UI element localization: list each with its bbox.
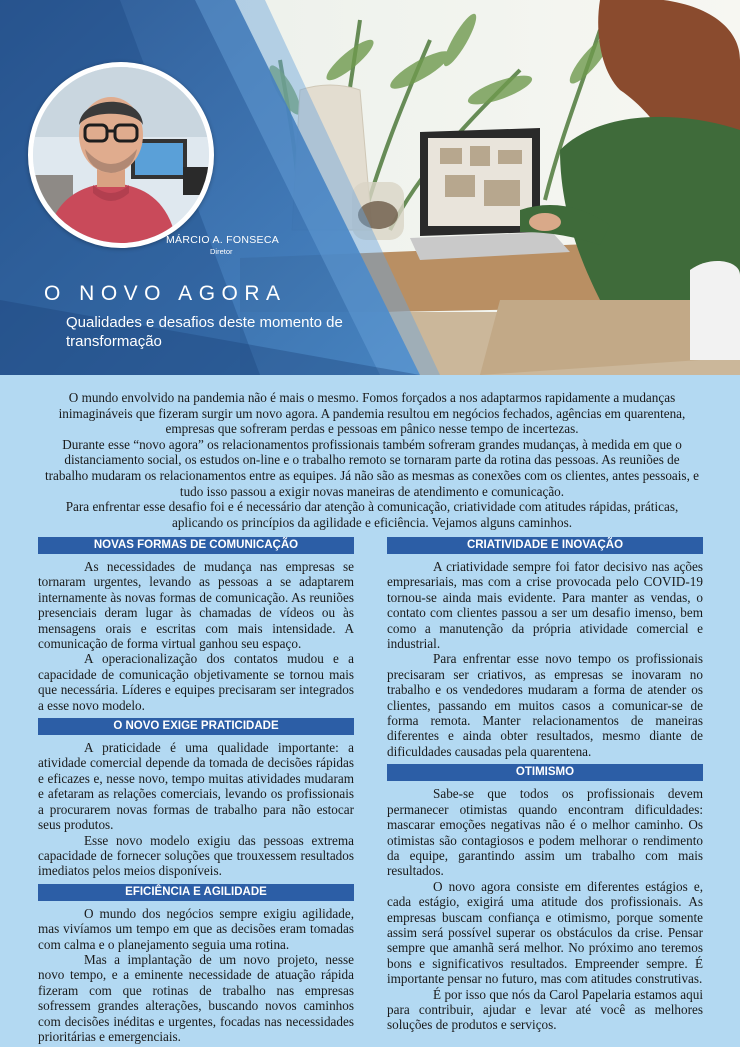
- section-eficiencia: [38, 884, 354, 1045]
- section-comunicacao: [38, 537, 354, 713]
- section-paragraph: A operacionalização dos contatos mudou e a capacidade de comunicação objetivamente se tornou mais que necessária. Líderes e equipes precisaram ser integrados a esse novo modelo.: [38, 651, 354, 713]
- section-heading: O NOVO EXIGE PRATICIDADE: [38, 718, 354, 735]
- intro-paragraph: O mundo envolvido na pandemia não é mais o mesmo. Fomos forçados a nos adaptarmos rapidamente a mudanças inimagináveis que fizeram surgir um novo agora. A pandemia resultou em negócios fechados, agências em quarentena, empresas que sofreram perdas e pessoas em pânico nesse tempo de incertezas.: [58, 390, 686, 437]
- intro-text: [44, 390, 700, 530]
- section-heading: OTIMISMO: [387, 764, 703, 781]
- section-otimismo: [387, 764, 703, 1033]
- section-praticidade: [38, 718, 354, 879]
- hero-banner: [0, 0, 740, 375]
- director-role: Diretor: [210, 247, 233, 256]
- section-heading: CRIATIVIDADE E INOVAÇÃO: [387, 537, 703, 554]
- left-column: [38, 537, 354, 1044]
- intro-paragraph: Para enfrentar esse desafio foi e é necessário dar atenção à comunicação, criatividade com atitudes rápidas, práticas, aplicando os princípios da agilidade e eficiência. Vejamos alguns caminhos.: [65, 499, 679, 530]
- section-paragraph: Sabe-se que todos os profissionais devem permanecer otimistas quando encontram dificuldades: mascarar emoções negativas não é o melhor caminho. Os otimistas são contagiosos e podem melhorar o rendimento da equipe, garantindo assim um trabalho com mais resultados.: [387, 786, 703, 879]
- section-heading: NOVAS FORMAS DE COMUNICAÇÃO: [38, 537, 354, 554]
- director-portrait: [28, 62, 214, 248]
- portrait-photo: [33, 67, 209, 243]
- page-title: O NOVO AGORA: [44, 282, 287, 305]
- right-column: [387, 537, 703, 1033]
- section-paragraph: A praticidade é uma qualidade importante: a atividade comercial depende da tomada de decisões rápidas e eficazes e, nesse novo, tempo muitas atividades mudaram e afetaram as relações comerciais, levando os profissionais a procurarem novas formas de trabalho para não estocar seus produtos.: [38, 740, 354, 833]
- section-criatividade: [387, 537, 703, 759]
- page-subtitle: Qualidades e desafios deste momento de transformação: [66, 314, 343, 350]
- section-paragraph: Esse novo modelo exigiu das pessoas extrema capacidade de fornecer soluções que trouxessem resultados imediatos pelos meios disponíveis.: [38, 832, 354, 879]
- intro-paragraph: Durante esse “novo agora” os relacionamentos profissionais também sofreram grandes mudanças, à medida em que o distanciamento social, os estudos on-line e o trabalho remoto se tornaram parte da rotina das pessoas. As reuniões de trabalho mudaram os relacionamentos entre as equipes. Já não são as mesmas as conexões com os clientes, antes pessoais, e tudo isso passou a exigir novas maneiras de atendimento e comunicação.: [44, 436, 700, 499]
- section-paragraph: As necessidades de mudança nas empresas se tornaram urgentes, levando as pessoas a se adaptarem internamente às novas formas de comunicação. As reuniões presenciais deram lugar às chamadas de vídeos ou às mensagens orais e escritas com mais intensidade. A comunicação de forma virtual ganhou seu espaço.: [38, 559, 354, 652]
- section-paragraph: Para enfrentar esse novo tempo os profissionais precisaram ser criativos, as empresas se inovaram no trabalho e os vendedores mudaram a forma de atender os clientes, passando em muitos casos a comunicar-se de forma remota. Manter relacionamentos de maneiras diferentes e ainda obter resultados, mesmo diante de dificuldades causadas pela quarentena.: [387, 651, 703, 759]
- section-paragraph: Mas a implantação de um novo projeto, nesse novo tempo, e a eminente necessidade de atuação rápida fizeram com que rotinas de trabalho nas empresas sofressem grandes alterações, buscando novos caminhos com decisões inéditas e urgentes, focadas nas necessidades prioritárias e emergenciais.: [38, 951, 354, 1044]
- section-paragraph: O mundo dos negócios sempre exigiu agilidade, mas vivíamos um tempo em que as decisões eram tomadas com calma e o planejamento seguia uma rotina.: [38, 905, 354, 952]
- section-paragraph: A criatividade sempre foi fator decisivo nas ações empresariais, mas com a crise provocada pelo COVID-19 tornou-se ainda mais evidente. Para manter as vendas, o contato com clientes passou a ser um desafio imenso, bem como a manutenção da própria atividade comercial e industrial.: [387, 559, 703, 652]
- section-heading: EFICIÊNCIA E AGILIDADE: [38, 884, 354, 901]
- section-paragraph: É por isso que nós da Carol Papelaria estamos aqui para contribuir, ajudar e levar até você as melhores soluções de produtos e serviços.: [387, 986, 703, 1033]
- section-paragraph: O novo agora consiste em diferentes estágios e, cada estágio, exigirá uma atitude dos profissionais. As empresas buscam confiança e otimismo, porque somente assim será possível superar os obstáculos da crise. Pensar sempre que amanhã será melhor. No próximo ano teremos bons e significativos resultados. Empreender sempre. É importante pensar no futuro, mas com atitudes construtivas.: [387, 878, 703, 987]
- director-name: MÁRCIO A. FONSECA: [166, 234, 280, 246]
